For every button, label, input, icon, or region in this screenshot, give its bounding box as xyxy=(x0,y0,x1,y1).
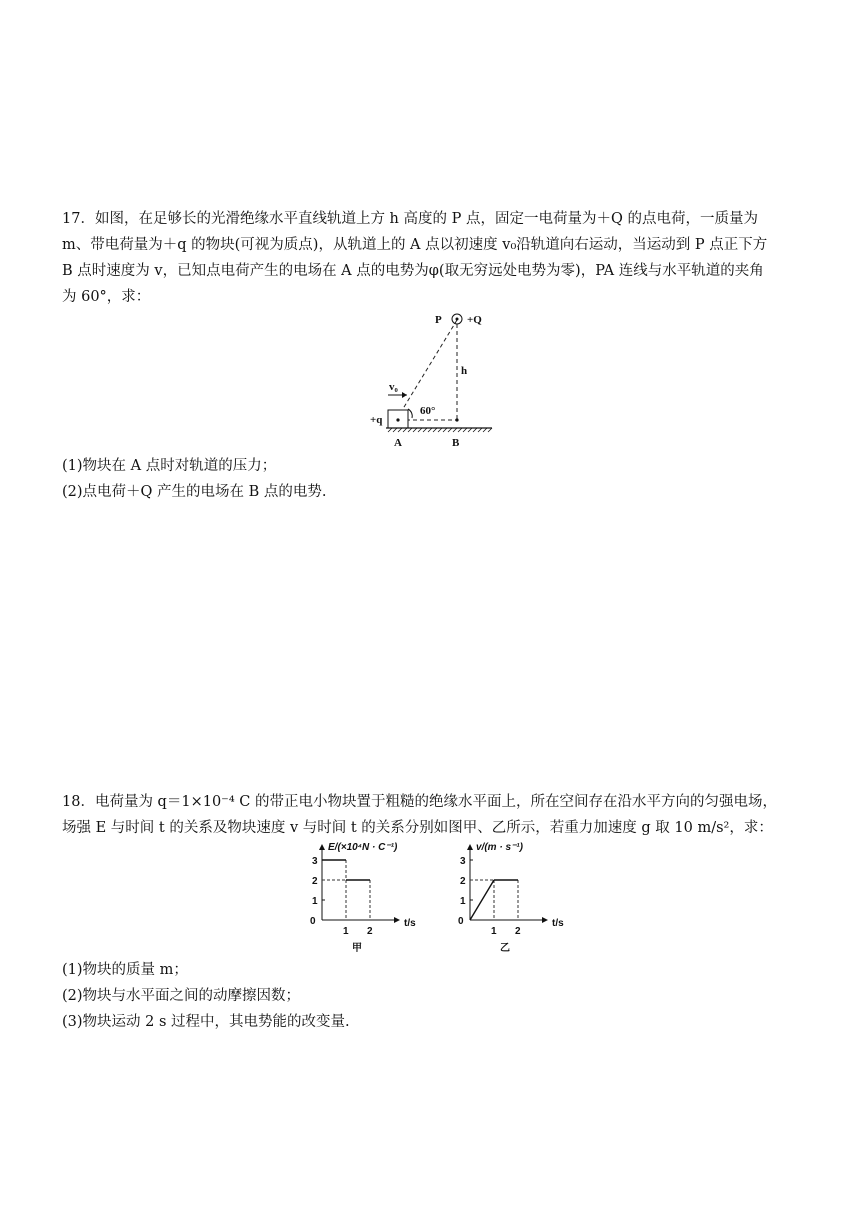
charge-center-dot xyxy=(456,318,459,321)
label-B: B xyxy=(452,437,460,449)
x-axis-arrow-icon xyxy=(542,917,548,923)
origin-label: 0 xyxy=(310,916,316,927)
block-dot xyxy=(396,418,399,421)
arrow-head-icon xyxy=(402,392,407,398)
x-tick-label: 1 xyxy=(343,926,349,937)
x-axis-label: t/s xyxy=(552,918,564,929)
x-tick-label: 1 xyxy=(491,926,497,937)
label-A: A xyxy=(394,437,402,449)
track-hatching xyxy=(388,428,492,432)
y-tick-label: 3 xyxy=(460,856,466,867)
y-tick-label: 3 xyxy=(312,856,318,867)
label-h: h xyxy=(461,365,468,377)
label-q: +q xyxy=(370,414,383,426)
p18-question-1: (1)物块的质量 m； xyxy=(62,962,188,978)
origin-label: 0 xyxy=(458,916,464,927)
y-tick-label: 2 xyxy=(312,876,318,887)
label-angle: 60° xyxy=(420,405,436,417)
x-tick-label: 2 xyxy=(367,926,373,937)
x-tick-label: 2 xyxy=(515,926,521,937)
y-tick-label: 1 xyxy=(312,896,318,907)
label-v0: v₀ xyxy=(389,381,398,393)
data-segment xyxy=(470,880,494,920)
y-axis-label: E/(×10⁴N · C⁻¹) xyxy=(328,842,398,853)
x-axis-label: t/s xyxy=(404,918,416,929)
p17-question-2: (2)点电荷＋Q 产生的电场在 B 点的电势. xyxy=(62,484,327,500)
p17-line-3: B 点时速度为 v，已知点电荷产生的电场在 A 点的电势为φ(取无穷远处电势为零)，PA 连线与水平轨道的夹角 xyxy=(62,263,764,279)
p17-question-1: (1)物块在 A 点时对轨道的压力； xyxy=(62,458,277,474)
pa-dashed-line xyxy=(401,320,457,412)
chart-caption: 乙 xyxy=(500,943,510,954)
p17-line-2: m、带电荷量为＋q 的物块(可视为质点)，从轨道上的 A 点以初速度 v₀沿轨道向右运动，当运动到 P 点正下方 xyxy=(62,237,768,253)
p17-line-1: 17．如图，在足够长的光滑绝缘水平直线轨道上方 h 高度的 P 点，固定一电荷量为＋Q 的点电荷，一质量为 xyxy=(62,211,758,227)
y-tick-label: 1 xyxy=(460,896,466,907)
y-axis-arrow-icon xyxy=(467,844,473,850)
chart-yi xyxy=(448,838,573,958)
p17-line-4: 为 60°，求： xyxy=(62,289,151,305)
p18-question-2: (2)物块与水平面之间的动摩擦因数； xyxy=(62,988,301,1004)
chart-caption: 甲 xyxy=(352,943,362,954)
y-axis-label: v/(m · s⁻¹) xyxy=(476,842,523,853)
x-axis-arrow-icon xyxy=(394,917,400,923)
y-tick-label: 2 xyxy=(460,876,466,887)
p18-line-1: 18．电荷量为 q＝1×10⁻⁴ C 的带正电小物块置于粗糙的绝缘水平面上，所在空间存在沿水平方向的匀强电场， xyxy=(62,794,777,810)
p18-line-2: 场强 E 与时间 t 的关系及物块速度 v 与时间 t 的关系分别如图甲、乙所示，若重力加速度 g 取 10 m/s²，求： xyxy=(62,820,773,836)
angle-arc xyxy=(408,409,412,418)
point-B-dot xyxy=(455,418,458,421)
chart-jia xyxy=(300,838,425,958)
label-P: P xyxy=(435,314,442,326)
p17-figure xyxy=(360,306,510,451)
p18-question-3: (3)物块运动 2 s 过程中，其电势能的改变量. xyxy=(62,1014,350,1030)
y-axis-arrow-icon xyxy=(319,844,325,850)
label-Q: +Q xyxy=(467,314,482,326)
